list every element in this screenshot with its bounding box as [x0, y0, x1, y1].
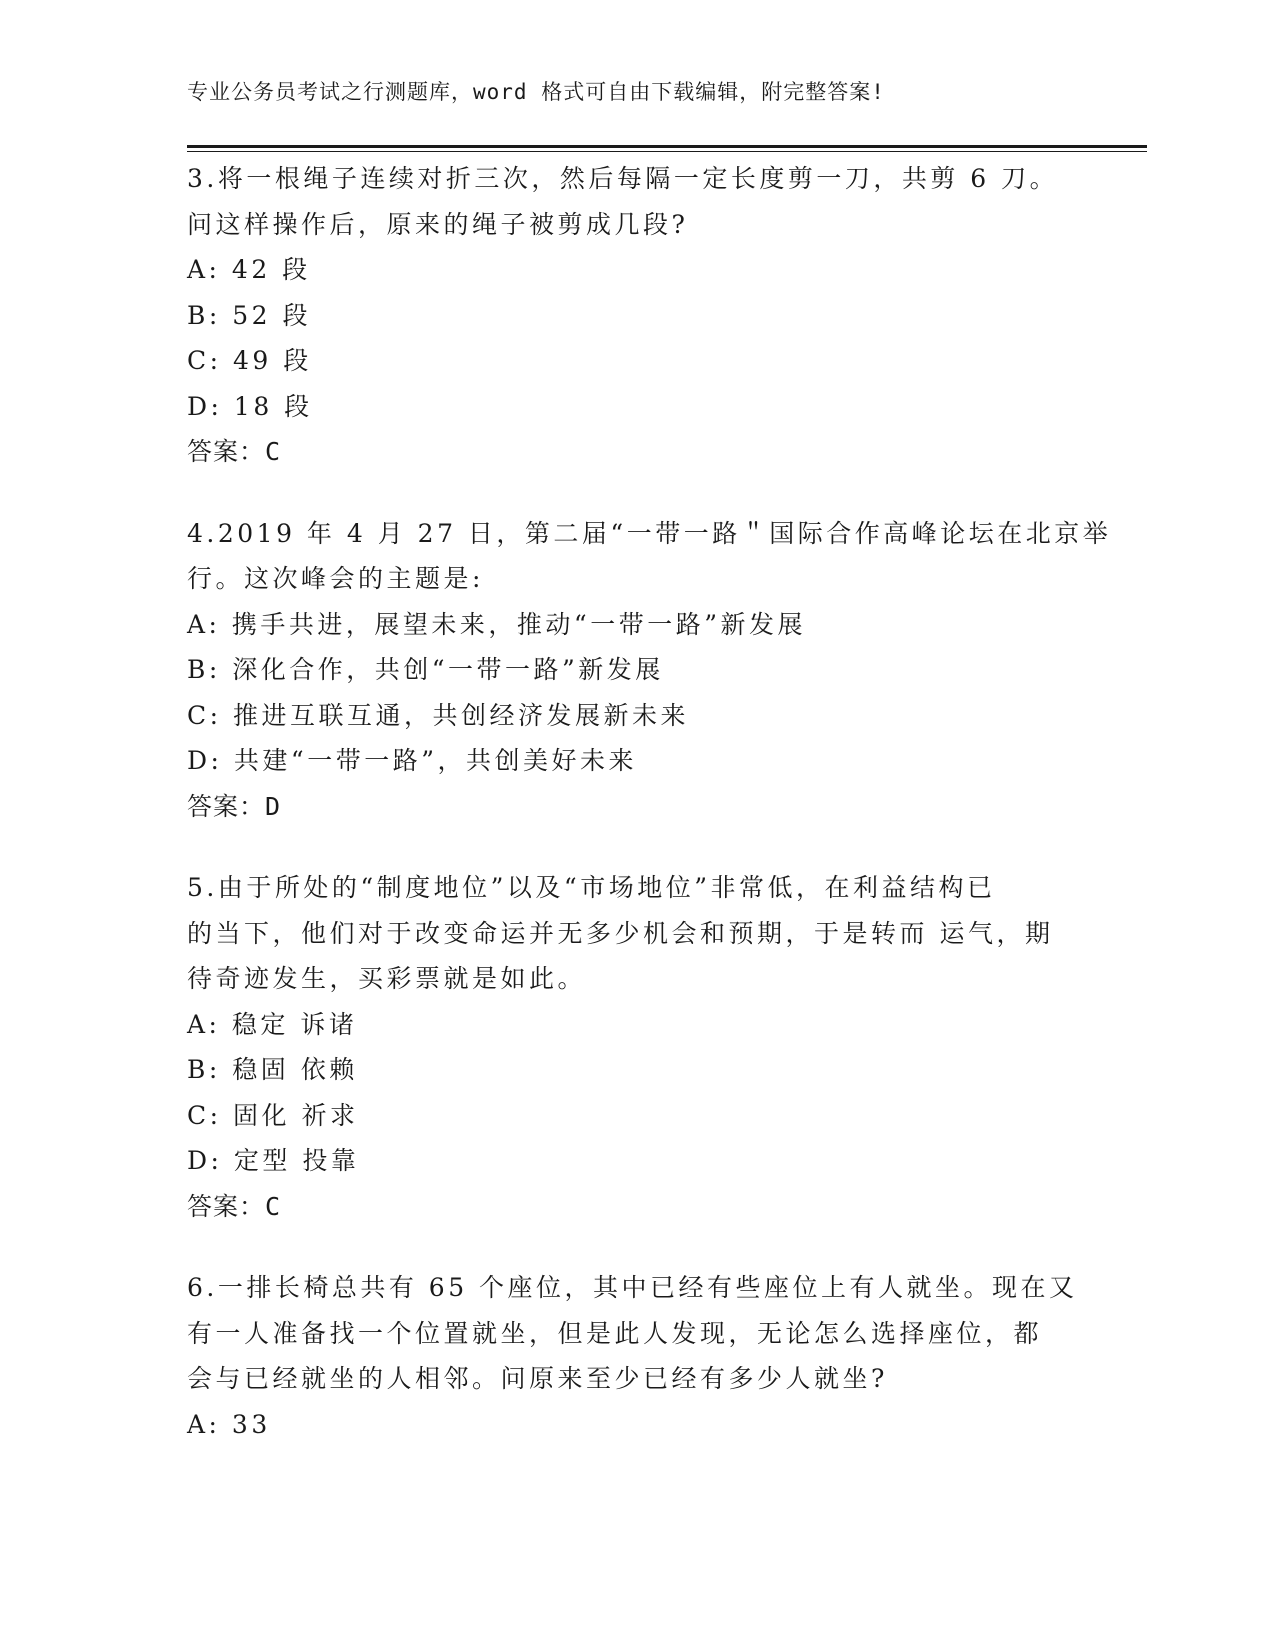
question-stem-line: 6.一排长椅总共有 65 个座位，其中已经有些座位上有人就坐。现在又 [187, 1273, 1078, 1302]
question-stem-line: 问这样操作后，原来的绳子被剪成几段? [187, 209, 689, 239]
answer-line: 答案：C [187, 437, 282, 466]
header-rule-thick [187, 145, 1147, 148]
option-a: A: 33 [187, 1409, 271, 1439]
option-d: D: 共建“一带一路”，共创美好未来 [187, 746, 637, 775]
question-5 [187, 865, 1087, 1229]
option-b: B: 52 段 [187, 300, 311, 330]
question-4 [187, 511, 1112, 830]
option-d: D: 18 段 [187, 391, 313, 421]
option-b: B: 深化合作，共创“一带一路”新发展 [187, 655, 664, 684]
option-a: A: 携手共进，展望未来，推动“一带一路”新发展 [187, 609, 806, 639]
question-stem-line: 的当下，他们对于改变命运并无多少机会和预期，于是转而 运气，期 [187, 918, 1054, 948]
header-rule-thin [187, 151, 1147, 152]
question-3 [187, 156, 1087, 475]
option-c: C: 固化 祈求 [187, 1100, 359, 1130]
question-6 [187, 1265, 1087, 1447]
option-c: C: 推进互联互通，共创经济发展新未来 [187, 700, 689, 730]
question-stem-line: 4.2019 年 4 月 27 日，第二届“一带一路＂国际合作高峰论坛在北京举 [187, 518, 1112, 548]
option-d: D: 定型 投靠 [187, 1146, 360, 1175]
page-header: 专业公务员考试之行测题库，word 格式可自由下载编辑，附完整答案! [187, 80, 885, 104]
option-b: B: 稳固 依赖 [187, 1055, 358, 1084]
answer-line: 答案：C [187, 1191, 282, 1221]
question-stem-line: 待奇迹发生，买彩票就是如此。 [187, 964, 587, 993]
question-stem-line: 3.将一根绳子连续对折三次，然后每隔一定长度剪一刀，共剪 6 刀。 [187, 164, 1059, 193]
question-stem-line: 行。这次峰会的主题是: [187, 564, 484, 593]
question-stem-line: 有一人准备找一个位置就坐，但是此人发现，无论怎么选择座位，都 [187, 1318, 1043, 1348]
question-list [187, 156, 1112, 1483]
option-c: C: 49 段 [187, 346, 312, 375]
option-a: A: 42 段 [187, 255, 311, 284]
option-a: A: 稳定 诉诸 [187, 1009, 358, 1039]
question-stem-line: 会与已经就坐的人相邻。问原来至少已经有多少人就坐? [187, 1364, 888, 1393]
answer-line: 答案：D [187, 791, 282, 821]
question-stem-line: 5.由于所处的“制度地位”以及“市场地位”非常低，在利益结构已 [187, 873, 996, 902]
